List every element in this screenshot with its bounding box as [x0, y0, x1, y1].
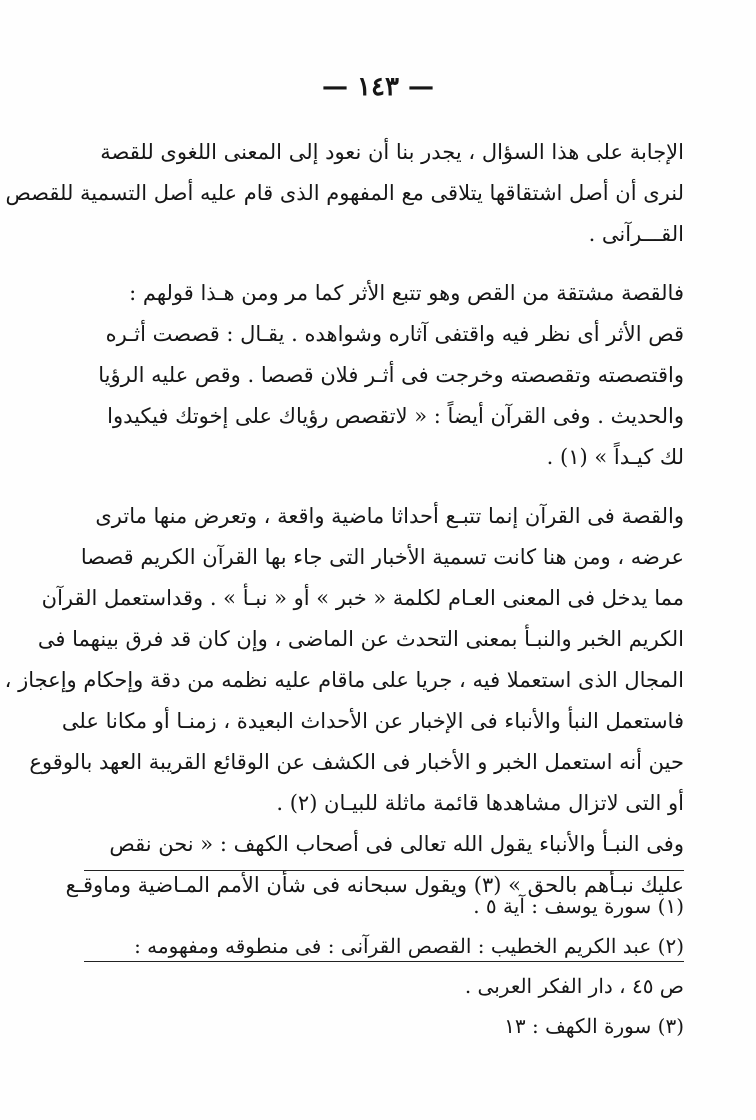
footnote-1: (١) سورة يوسف : آية ٥ .	[473, 894, 684, 918]
paragraph-3	[4, 496, 684, 824]
text-line: الكريم الخبر والنبـأ بمعنى التحدث عن الماضى ، وإن كان قد فرق بينهما فى	[37, 627, 684, 651]
text-line: عليك نبـأهم بالحق » (٣) ويقول سبحانه فى شأن الأمم المـاضية وماوقـع	[65, 873, 684, 897]
text-line: وفى النبـأ والأنباء يقول الله تعالى فى أصحاب الكهف : « نحن نقص	[109, 832, 684, 856]
text-line: عرضه ، ومن هنا كانت تسمية الأخبار التى جاء بها القرآن الكريم قصصا	[80, 545, 684, 569]
text-line: لك كيـداً » (١) .	[546, 445, 684, 469]
footnote-2-continued: ص ٤٥ ، دار الفكر العربى .	[464, 974, 684, 998]
text-line: والقصة فى القرآن إنما تتبـع أحداثا ماضية واقعة ، وتعرض منها ماترى	[95, 504, 684, 528]
text-line: فالقصة مشتقة من القص وهو تتبع الأثر كما مر ومن هـذا قولهم :	[129, 281, 684, 305]
paragraph-gap	[130, 255, 684, 273]
text-line: حين أنه استعمل الخبر و الأخبار فى الكشف عن الوقائع القريبة العهد بالوقوع	[29, 750, 684, 774]
paragraph-1	[5, 132, 684, 255]
page-number: — ١٤٣ —	[321, 72, 435, 102]
text-line: والحديث . وفى القرآن أيضاً : « لاتقصص رؤياك على إخوتك فيكيدوا	[107, 404, 684, 428]
footnote-2: (٢) عبد الكريم الخطيب : القصص القرآنى : فى منطوقه ومفهومه :	[134, 934, 684, 958]
text-line: المجال الذى استعملا فيه ، جريا على ماقام عليه نظمه من دقة وإحكام وإعجاز ،	[4, 668, 684, 692]
footnote-3: (٣) سورة الكهف : ١٣	[504, 1014, 684, 1038]
text-line: واقتصصته وتقصصته وخرجت فى أثـر فلان قصصا . وقص عليه الرؤيا	[98, 363, 684, 387]
text-line: قص الأثر أى نظر فيه واقتفى آثاره وشواهده . يقـال : قصصت أثـره	[105, 322, 684, 346]
text-line: الإجابة على هذا السؤال ، يجدر بنا أن نعود إلى المعنى اللغوى للقصة	[100, 140, 684, 164]
footnote-underline	[84, 961, 684, 962]
text-line: القـــرآنى .	[588, 222, 684, 246]
paragraph-2	[98, 273, 684, 478]
paragraph-gap	[130, 478, 684, 496]
bleed-through-marks	[150, 970, 270, 1025]
text-line: أو التى لاتزال مشاهدها قائمة ماثلة للبيـان (٢) .	[276, 791, 684, 815]
text-line: لنرى أن أصل اشتقاقها يتلاقى مع المفهوم الذى قام عليه أصل التسمية للقصص	[5, 181, 684, 205]
text-line: فاستعمل النبأ والأنباء فى الإخبار عن الأحداث البعيدة ، زمنـا أو مكانا على	[61, 709, 684, 733]
body-text	[4, 132, 684, 906]
footnote-separator	[84, 870, 684, 871]
text-line: مما يدخل فى المعنى العـام لكلمة « خبر » أو « نبـأ » . وقداستعمل القرآن	[41, 586, 684, 610]
